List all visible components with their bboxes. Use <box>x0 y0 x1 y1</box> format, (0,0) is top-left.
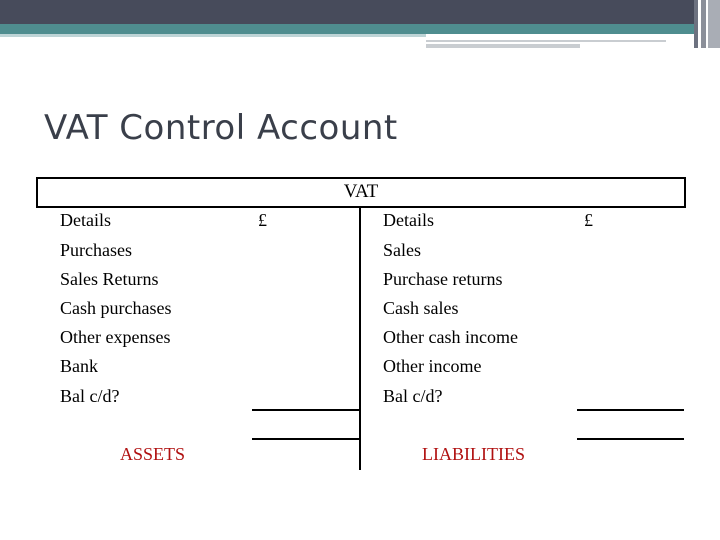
account-name: VAT <box>343 181 379 202</box>
header-right-stripes <box>694 0 720 48</box>
left-total-rule-2 <box>252 438 359 440</box>
left-row-4: Other expenses <box>60 327 171 347</box>
right-total-rule-1 <box>577 409 684 411</box>
t-account-divider <box>359 206 361 470</box>
header-accent-line <box>0 34 426 37</box>
left-footer-label: ASSETS <box>120 444 186 464</box>
header-accent-bar <box>0 24 700 34</box>
left-row-6: Bal c/d? <box>60 386 120 406</box>
left-currency-header: £ <box>258 210 267 230</box>
left-details-header: Details <box>60 210 111 230</box>
header-stub-line <box>426 44 580 48</box>
header-stub-bar <box>426 34 666 42</box>
slide-title: VAT Control Account <box>44 108 398 148</box>
account-header-box <box>36 177 686 208</box>
left-row-5: Bank <box>60 356 98 376</box>
right-row-1: Sales <box>383 240 421 260</box>
right-details-header: Details <box>383 210 434 230</box>
right-row-3: Cash sales <box>383 298 459 318</box>
left-row-3: Cash purchases <box>60 298 172 318</box>
left-total-rule-1 <box>252 409 359 411</box>
right-row-6: Bal c/d? <box>383 386 443 406</box>
right-footer-label: LIABILITIES <box>422 444 525 464</box>
left-row-2: Sales Returns <box>60 269 159 289</box>
right-total-rule-2 <box>577 438 684 440</box>
right-currency-header: £ <box>584 210 593 230</box>
right-row-2: Purchase returns <box>383 269 503 289</box>
left-row-1: Purchases <box>60 240 132 260</box>
right-row-5: Other income <box>383 356 482 376</box>
right-row-4: Other cash income <box>383 327 518 347</box>
header-banner <box>0 0 720 24</box>
